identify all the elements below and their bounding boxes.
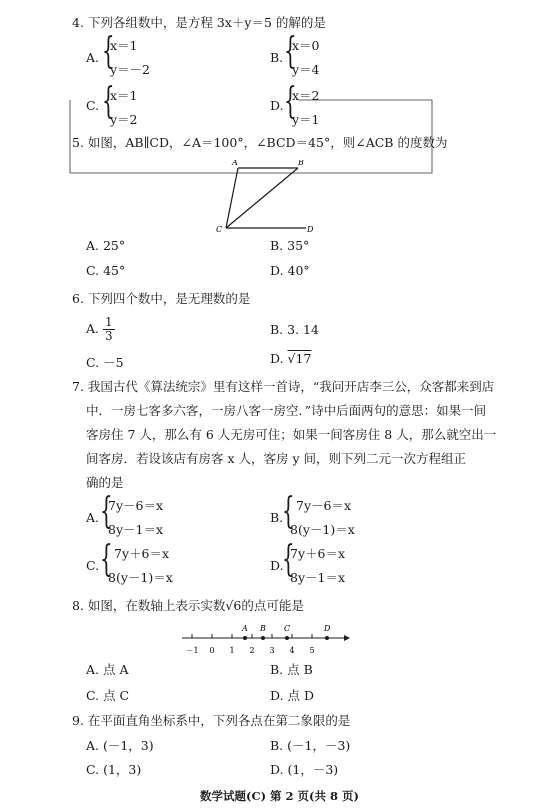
q6-stem: 6. 下列四个数中，是无理数的是 <box>72 291 251 306</box>
q6-fraction-denominator: 3 <box>105 329 113 343</box>
q9-option-d: D. (1，－3) <box>270 762 339 777</box>
q8-tick-label: 1 <box>229 646 235 655</box>
q7-b-eq1: 7y－6＝x <box>296 498 352 513</box>
q7-option-a-label: A. <box>86 510 100 525</box>
q8-label-a: A <box>242 624 248 633</box>
q4-b-eq2: y＝4 <box>292 62 320 77</box>
q4-option-c-label: C. <box>86 98 100 113</box>
page-footer: 数学试题(C) 第 2 页(共 8 页) <box>200 789 359 803</box>
q8-tick-label: 0 <box>209 646 215 655</box>
q6-fraction <box>103 316 115 343</box>
q5-option-c: C. 45° <box>86 263 126 278</box>
q9-option-c: C. (1，3) <box>86 762 142 777</box>
q6-option-d-radical: √17 <box>287 351 312 366</box>
q6-option-c: C. －5 <box>86 355 124 370</box>
q4-d-eq1: x＝2 <box>292 88 320 103</box>
q7-line-1: 7. 我国古代《算法统宗》里有这样一首诗，“我问开店李三公，众客都来到店 <box>72 379 495 394</box>
q7-option-c-label: C. <box>86 558 100 573</box>
q9-option-b: B. (－1，－3) <box>270 738 351 753</box>
q8-label-c: C <box>284 624 291 633</box>
q8-tick-label: 3 <box>269 646 275 655</box>
q5-stem: 5. 如图，AB∥CD，∠A＝100°，∠BCD＝45°，则∠ACB 的度数为 <box>72 135 448 150</box>
q6-option-a <box>86 316 115 343</box>
q7-a-eq1: 7y－6＝x <box>108 498 164 513</box>
q7-line-2: 中．一房七客多六客，一房八客一房空．”诗中后面两句的意思：如果一间 <box>86 403 487 418</box>
q8-label-b: B <box>260 624 266 633</box>
q5-figure <box>210 160 330 240</box>
q5-option-b: B. 35° <box>270 238 310 253</box>
q4-a-eq2: y＝－2 <box>110 62 151 77</box>
q9-option-a: A. (－1，3) <box>86 738 154 753</box>
q6-fraction-numerator: 1 <box>105 315 113 329</box>
q7-option-b-label: B. <box>270 510 284 525</box>
q8-option-b: B. 点 B <box>270 662 313 677</box>
q8-option-a: A. 点 A <box>86 662 129 677</box>
q5-fig-label-b: B <box>298 160 304 167</box>
q4-option-d-label: D. <box>270 98 284 113</box>
q7-c-eq2: 8(y－1)＝x <box>108 570 173 585</box>
q8-tick-label: 5 <box>309 646 315 655</box>
q5-fig-label-c: C <box>216 225 223 234</box>
q4-c-eq1: x＝1 <box>110 88 138 103</box>
q4-stem: 4. 下列各组数中，是方程 3x＋y＝5 的解的是 <box>72 15 326 30</box>
q7-d-eq1: 7y＋6＝x <box>290 546 346 561</box>
q4-option-b-label: B. <box>270 50 284 65</box>
q8-number-line <box>176 620 356 662</box>
q8-point-c <box>285 636 289 640</box>
q6-option-a-label: A. <box>86 321 100 336</box>
q6-option-d-label: D. <box>270 351 284 366</box>
q8-point-d <box>325 636 329 640</box>
q4-c-eq2: y＝2 <box>110 112 138 127</box>
q8-point-a <box>243 636 247 640</box>
q7-option-d-label: D. <box>270 558 284 573</box>
q6-option-b: B. 3. 14 <box>270 322 319 337</box>
q7-line-5: 确的是 <box>86 475 124 490</box>
q7-line-4: 间客房．若设该店有房客 x 人，客房 y 间，则下列二元一次方程组正 <box>86 451 467 466</box>
q5-fig-label-d: D <box>307 225 314 234</box>
q8-tick-label: －1 <box>185 646 199 655</box>
q8-stem: 8. 如图，在数轴上表示实数√6的点可能是 <box>72 598 304 613</box>
q7-b-eq2: 8(y－1)＝x <box>290 522 355 537</box>
q7-c-eq1: 7y＋6＝x <box>114 546 170 561</box>
q8-option-d: D. 点 D <box>270 688 315 703</box>
q7-line-3: 客房住 7 人，那么有 6 人无房可住；如果一间客房住 8 人，那么就空出一 <box>86 427 497 442</box>
q8-option-c: C. 点 C <box>86 688 130 703</box>
q5-option-a: A. 25° <box>86 238 126 253</box>
scan-frame <box>0 0 542 180</box>
q5-option-d: D. 40° <box>270 263 310 278</box>
q8-tick-label: 2 <box>249 646 255 655</box>
q7-a-eq2: 8y－1＝x <box>108 522 164 537</box>
q4-a-eq1: x＝1 <box>110 38 138 53</box>
q8-label-d: D <box>324 624 331 633</box>
q4-option-a-label: A. <box>86 50 100 65</box>
q6-option-d <box>270 351 311 366</box>
q8-tick-label: 4 <box>289 646 295 655</box>
q4-d-eq2: y＝1 <box>292 112 320 127</box>
q9-stem: 9. 在平面直角坐标系中，下列各点在第二象限的是 <box>72 713 351 728</box>
q8-point-b <box>261 636 265 640</box>
q4-b-eq1: x＝0 <box>292 38 320 53</box>
q5-fig-label-a: A <box>232 160 238 167</box>
q7-d-eq2: 8y－1＝x <box>290 570 346 585</box>
